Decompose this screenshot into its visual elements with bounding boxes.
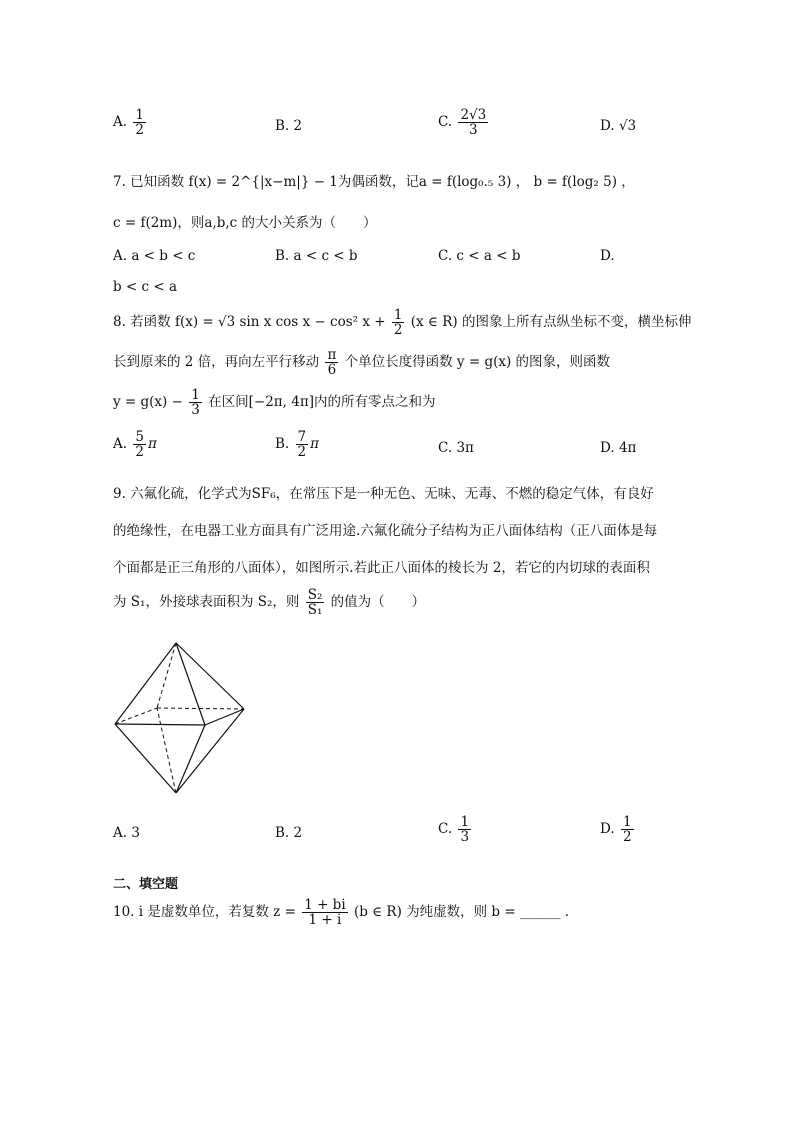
- option-label: D.: [600, 821, 615, 838]
- q9-option-d: [600, 815, 636, 844]
- option-label: D.: [600, 118, 615, 134]
- denominator: 2: [622, 829, 632, 846]
- q6-option-c: [438, 108, 490, 137]
- q6-option-a: [113, 108, 148, 137]
- option-label: C.: [438, 821, 453, 838]
- option-text: 4π: [618, 440, 637, 456]
- q7-stem-line1: 7. 已知函数 f(x) = 2^{|x−m|} − 1为偶函数，记a = f(log₀.₅ 3) ， b = f(log₂ 5) ，: [113, 174, 635, 190]
- q9-option-c: [438, 815, 473, 844]
- text: 10. i 是虚数单位，若复数 z =: [113, 904, 296, 921]
- q9-option-a: [113, 825, 140, 841]
- text: y = g(x) −: [113, 394, 183, 411]
- numerator: S₂: [307, 587, 323, 603]
- option-label: A.: [113, 114, 128, 131]
- denominator: 2: [135, 444, 144, 461]
- fraction: [392, 308, 405, 337]
- q6-option-d: [600, 118, 636, 134]
- section-heading: 二、填空题: [113, 877, 179, 892]
- q7-option-b: B. a < c < b: [275, 248, 358, 264]
- text: 为 S₁，外接球表面积为 S₂，则: [113, 594, 300, 611]
- q7-option-d-text: b < c < a: [113, 279, 178, 295]
- fraction: [296, 430, 309, 459]
- q6-option-b: [275, 118, 302, 134]
- option-label: C.: [438, 114, 453, 131]
- q8-option-c: [438, 440, 474, 456]
- q7-option-c: C. c < a < b: [438, 248, 521, 264]
- option-label: D.: [600, 440, 615, 456]
- text: (b ∈ R) 为纯虚数，则 b = ______ .: [353, 904, 570, 921]
- option-label: C.: [438, 440, 453, 456]
- q8-stem-line3: [113, 388, 435, 417]
- q8-stem-line2: [113, 348, 610, 377]
- fraction: [458, 108, 488, 137]
- text: 个单位长度得函数 y = g(x) 的图象，则函数: [344, 354, 611, 371]
- numerator: 1: [460, 814, 470, 830]
- q8-option-d: [600, 440, 636, 456]
- option-label: A.: [113, 436, 128, 453]
- denominator: 3: [191, 402, 200, 419]
- option-text: 3π: [456, 440, 474, 456]
- numerator: π: [327, 347, 337, 363]
- numerator: 5: [135, 429, 144, 445]
- denominator: S₁: [307, 602, 323, 619]
- option-text: 2: [293, 118, 303, 134]
- q7-option-a: A. a < b < c: [113, 248, 196, 264]
- numerator: 7: [297, 429, 307, 445]
- numerator: 1: [622, 814, 632, 830]
- q9-stem-line3: 个面都是正三角形的八面体），如图所示.若此正八面体的棱长为 2，若它的内切球的表面积: [113, 560, 650, 576]
- q9-stem-line4: [113, 588, 425, 617]
- fraction: [306, 588, 325, 617]
- q7-stem-line2: c = f(2m)，则a,b,c 的大小关系为（ ）: [113, 215, 377, 231]
- numerator: 1 + bi: [304, 897, 346, 913]
- numerator: 1: [393, 307, 403, 323]
- option-label: A.: [113, 825, 128, 841]
- option-text: √3: [618, 118, 637, 134]
- q9-stem-line2: 的绝缘性，在电器工业方面具有广泛用途.六氟化硫分子结构为正八面体结构（正八面体是每: [113, 523, 658, 539]
- fraction: [302, 898, 347, 927]
- option-label: B.: [275, 118, 290, 134]
- fraction: [133, 108, 146, 137]
- text: (x ∈ R) 的图象上所有点纵坐标不变，横坐标伸: [410, 314, 692, 331]
- q7-option-d: D.: [600, 248, 615, 264]
- option-label: B.: [275, 436, 290, 453]
- fraction: [133, 430, 146, 459]
- q8-option-a: [113, 430, 157, 459]
- text: 长到原来的 2 倍，再向左平行移动: [113, 354, 320, 371]
- numerator: 2√3: [460, 107, 487, 123]
- q8-stem-line1: [113, 308, 691, 337]
- fraction: [325, 348, 338, 377]
- numerator: 1: [191, 387, 200, 403]
- q8-option-b: [275, 430, 319, 459]
- option-label: B.: [275, 825, 290, 841]
- text: 的值为（ ）: [330, 594, 426, 611]
- option-text: 3: [131, 825, 140, 841]
- denominator: 1 + i: [308, 912, 342, 929]
- denominator: 2: [297, 444, 307, 461]
- q9-option-b: [275, 825, 302, 841]
- octahedron-figure: [105, 638, 255, 800]
- q10-stem: [113, 898, 569, 927]
- text: 在区间[−2π, 4π]内的所有零点之和为: [208, 394, 436, 411]
- denominator: 2: [393, 322, 403, 339]
- denominator: 2: [135, 122, 144, 139]
- denominator: 6: [327, 362, 337, 379]
- fraction: [458, 815, 471, 844]
- option-text: 2: [293, 825, 303, 841]
- text: 8. 若函数 f(x) = √3 sin x cos x − cos² x +: [113, 314, 386, 331]
- denominator: 3: [469, 122, 478, 139]
- q9-stem-line1: 9. 六氟化硫，化学式为SF₆，在常压下是一种无色、无味、无毒、不燃的稳定气体，有良好: [113, 486, 654, 502]
- pi-symbol: π: [310, 436, 319, 453]
- numerator: 1: [135, 107, 144, 123]
- denominator: 3: [460, 829, 470, 846]
- fraction: [189, 388, 202, 417]
- pi-symbol: π: [147, 436, 157, 453]
- fraction: [621, 815, 634, 844]
